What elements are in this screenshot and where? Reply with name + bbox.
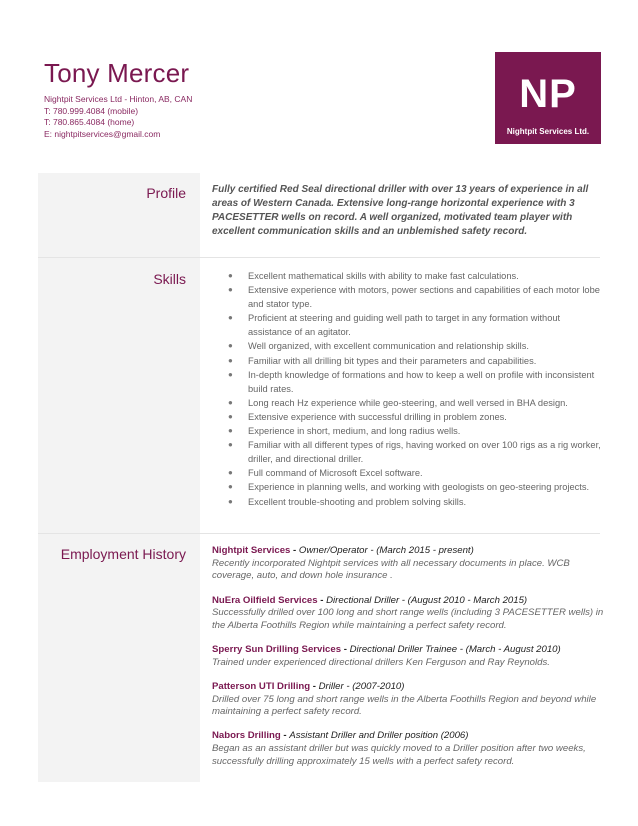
job-separator: - <box>280 730 290 742</box>
job-header <box>212 545 604 558</box>
job-entry <box>212 595 604 633</box>
logo-mark: NP <box>519 72 577 116</box>
job-header <box>212 644 604 657</box>
bullet-icon: ● <box>228 341 233 351</box>
skill-item <box>212 495 604 509</box>
skill-item <box>212 466 604 480</box>
bullet-icon: ● <box>228 496 233 506</box>
bullet-icon: ● <box>228 468 233 478</box>
contact-block <box>44 94 192 141</box>
jobs-list <box>212 545 604 768</box>
skill-item <box>212 269 604 283</box>
job-header <box>212 681 604 694</box>
job-description: Trained under experienced directional drillers Ken Ferguson and Ray Reynolds. <box>212 656 550 668</box>
job-company: Nabors Drilling <box>212 730 281 742</box>
job-company: Sperry Sun Drilling Services <box>212 644 342 655</box>
job-description: Successfully drilled over 100 long and short range wells (including 3 PACESETTER wells) in the Alberta Foothills Region while maintaining a perfect safety record. <box>212 607 604 631</box>
phone-mobile: T: 780.999.4084 (mobile) <box>44 105 139 116</box>
skill-text: In-depth knowledge of formations and how to keep a well on profile with inconsistent build rates. <box>248 369 595 394</box>
profile-heading: Profile <box>146 185 186 201</box>
skills-list <box>212 269 604 509</box>
skill-text: Excellent trouble-shooting and problem solving skills. <box>248 496 467 507</box>
skills-heading: Skills <box>153 271 186 287</box>
job-company: Patterson UTI Drilling <box>212 680 311 692</box>
job-description: Recently incorporated Nightpit services with all necessary documents in place. WCB coverage, auto, and down hole insurance . <box>212 557 570 582</box>
job-company: NuEra Oilfield Services <box>212 594 318 606</box>
bullet-icon: ● <box>228 426 233 436</box>
skill-item <box>212 354 604 368</box>
skill-item <box>212 311 604 339</box>
skill-item <box>212 424 604 438</box>
skill-item <box>212 410 604 424</box>
job-entry <box>212 730 604 768</box>
skill-text: Full command of Microsoft Excel software. <box>248 468 423 479</box>
skill-text: Proficient at steering and guiding well path to target in any formation without assistance of an agitator. <box>248 313 561 338</box>
employment-section <box>212 545 604 780</box>
skill-item <box>212 283 604 311</box>
skill-text: Experience in short, medium, and long radius wells. <box>248 426 461 437</box>
employment-heading: Employment History <box>60 546 186 562</box>
bullet-icon: ● <box>228 397 233 407</box>
skill-text: Long reach Hz experience while geo-steering, and well versed in BHA design. <box>248 397 568 408</box>
bullet-icon: ● <box>228 313 233 323</box>
bullet-icon: ● <box>228 411 233 421</box>
skill-item <box>212 480 604 494</box>
skill-item <box>212 368 604 396</box>
skill-text: Extensive experience with successful drilling in problem zones. <box>248 411 507 422</box>
job-separator: - <box>290 545 299 556</box>
skills-section <box>212 269 604 509</box>
section-divider <box>38 533 600 534</box>
job-description: Began as an assistant driller but was quickly moved to a Driller position after two weeks, successfully drilling approximately 15 wells with a perfect safety record. <box>212 743 586 767</box>
job-role: Directional Driller Trainee - (March - August 2010) <box>349 644 561 655</box>
skill-text: Familiar with all drilling bit types and their parameters and capabilities. <box>248 355 537 366</box>
job-separator: - <box>310 680 319 692</box>
skill-text: Excellent mathematical skills with ability to make fast calculations. <box>248 271 519 281</box>
job-separator: - <box>341 644 350 655</box>
bullet-icon: ● <box>228 355 233 365</box>
skill-text: Well organized, with excellent communication and relationship skills. <box>248 341 529 352</box>
email: E: nightpitservices@gmail.com <box>44 129 161 140</box>
bullet-icon: ● <box>228 440 233 450</box>
job-role: Owner/Operator - (March 2015 - present) <box>298 545 474 556</box>
job-entry <box>212 545 604 583</box>
job-role: Driller - (2007-2010) <box>318 680 405 692</box>
bullet-icon: ● <box>228 271 233 280</box>
job-entry <box>212 681 604 719</box>
bullet-icon: ● <box>228 482 233 492</box>
job-description: Drilled over 75 long and short range wells in the Alberta Foothills Region and beyond while maintaining a perfect safety record. <box>212 693 597 718</box>
company-location: Nightpit Services Ltd - Hinton, AB, CAN <box>44 94 193 104</box>
job-company: Nightpit Services <box>212 545 291 556</box>
profile-text: Fully certified Red Seal directional driller with over 13 years of experience in all areas of Western Canada. Extensive long-range horizontal experience with 3 PACESETTER wells on record. A well organized, motivated team player with excellent communication skills and an unblemished safety record. <box>212 184 589 237</box>
skill-text: Familiar with all different types of rigs, having worked on over 100 rigs as a rig worker, driller, and directional driller. <box>248 440 601 465</box>
job-role: Assistant Driller and Driller position (2006) <box>289 730 469 742</box>
logo-company-name: Nightpit Services Ltd. <box>506 127 590 136</box>
job-header <box>212 730 604 743</box>
job-header <box>212 595 604 608</box>
section-sidebar <box>38 173 200 782</box>
skill-text: Experience in planning wells, and working with geologists on geo-steering projects. <box>248 482 590 493</box>
job-entry <box>212 644 604 669</box>
skill-item <box>212 396 604 410</box>
candidate-name: Tony Mercer <box>44 58 190 88</box>
job-separator: - <box>317 594 327 606</box>
bullet-icon: ● <box>228 285 233 295</box>
skill-item <box>212 438 604 466</box>
phone-home: T: 780.865.4084 (home) <box>44 117 135 128</box>
company-logo <box>495 52 601 144</box>
profile-section <box>212 183 604 239</box>
skill-item <box>212 339 604 353</box>
job-role: Directional Driller - (August 2010 - March 2015) <box>326 594 528 606</box>
section-divider <box>38 257 600 258</box>
skill-text: Extensive experience with motors, power sections and capabilities of each motor lobe and stator type. <box>248 285 600 310</box>
bullet-icon: ● <box>228 369 233 379</box>
